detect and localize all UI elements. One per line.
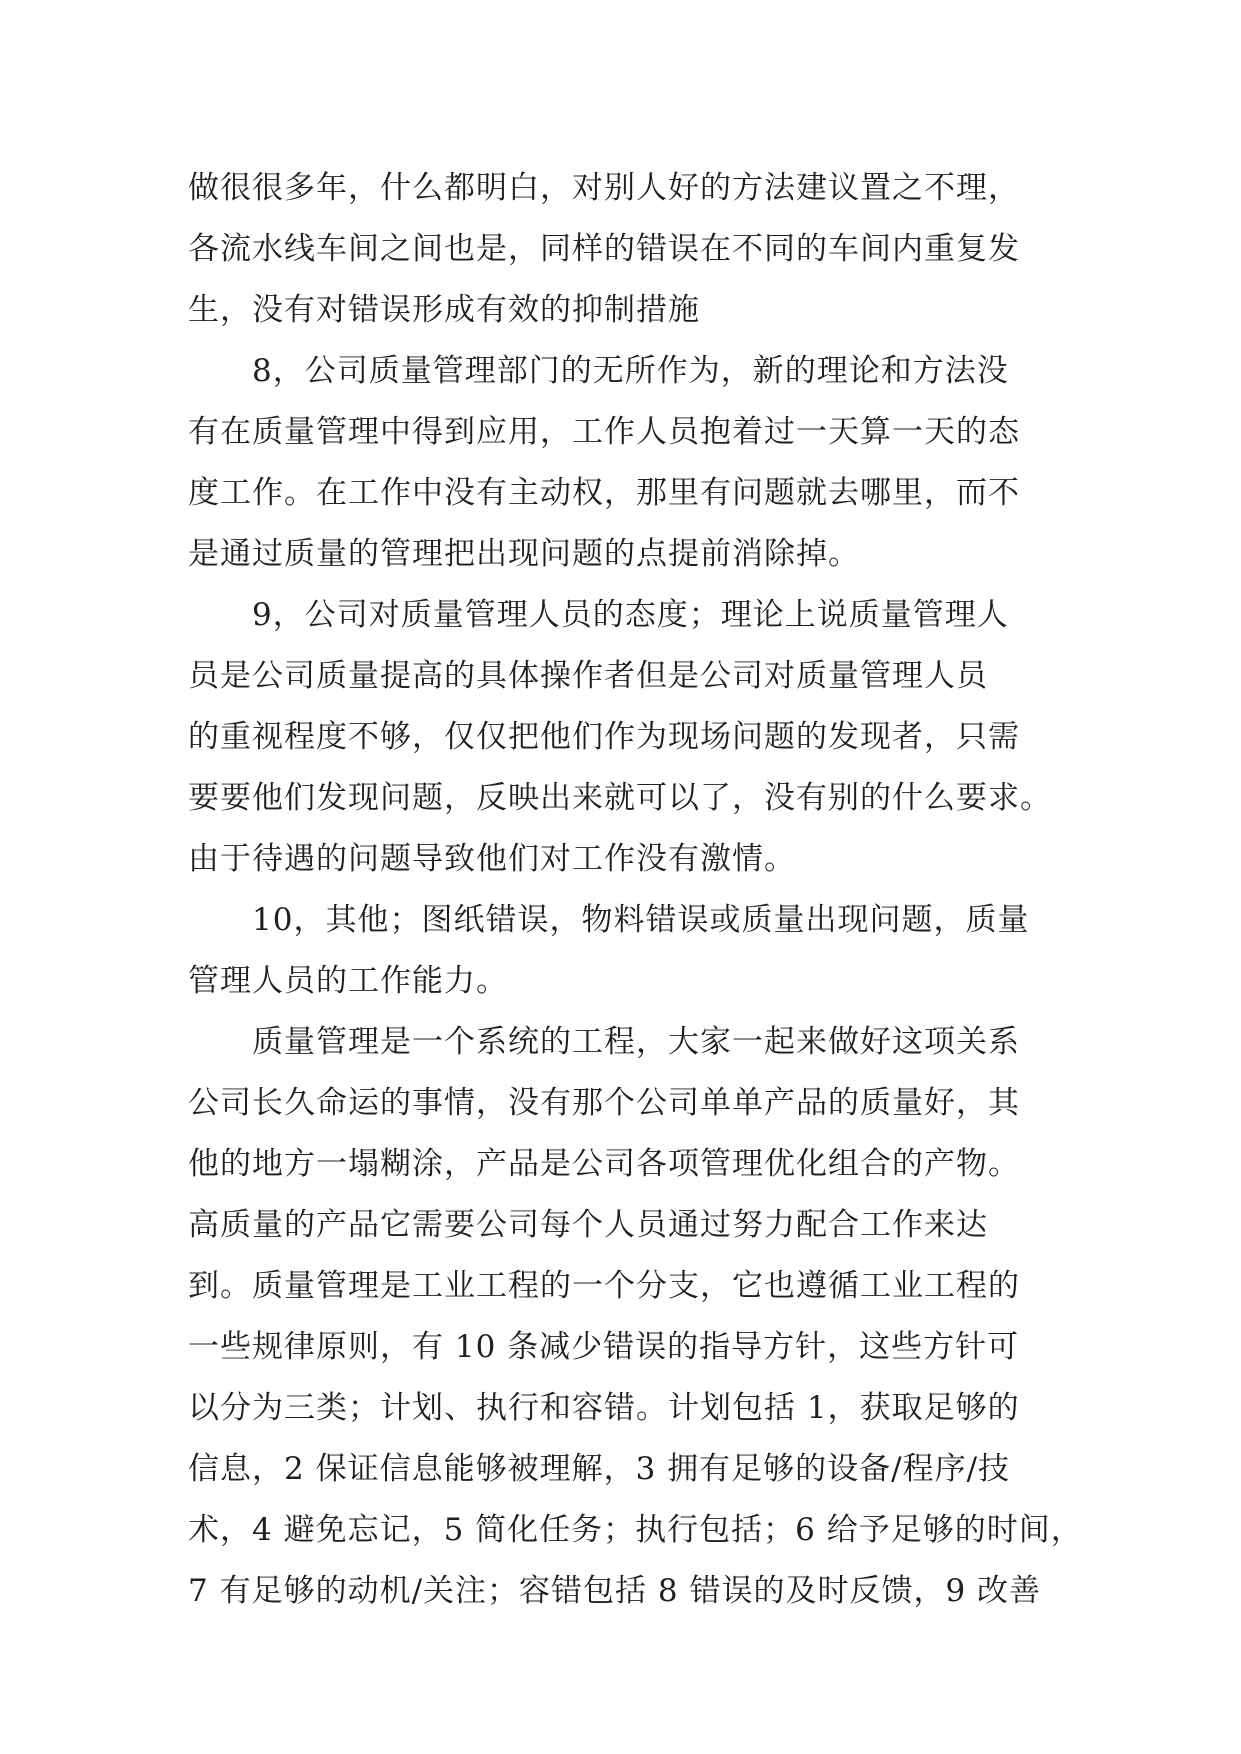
text-line: 度工作。在工作中没有主动权，那里有问题就去哪里，而不 <box>188 475 1020 511</box>
text-line: 是通过质量的管理把出现问题的点提前消除掉。 <box>188 536 860 572</box>
paragraph-start-line: 10，其他；图纸错误，物料错误或质量出现问题，质量 <box>252 902 1030 938</box>
text-line: 由于待遇的问题导致他们对工作没有激情。 <box>188 841 796 877</box>
document-body <box>188 158 1083 1622</box>
text-line: 员是公司质量提高的具体操作者但是公司对质量管理人员 <box>188 658 988 694</box>
paragraph-start-line: 质量管理是一个系统的工程，大家一起来做好这项关系 <box>252 1024 1020 1060</box>
text-line: 有在质量管理中得到应用，工作人员抱着过一天算一天的态 <box>188 414 1020 450</box>
text-line: 公司长久命运的事情，没有那个公司单单产品的质量好，其 <box>188 1085 1020 1121</box>
paragraph-start-line: 8，公司质量管理部门的无所作为，新的理论和方法没 <box>252 353 1009 389</box>
text-line: 他的地方一塌糊涂，产品是公司各项管理优化组合的产物。 <box>188 1146 1020 1182</box>
text-line: 各流水线车间之间也是，同样的错误在不同的车间内重复发 <box>188 231 1020 267</box>
text-line: 7 有足够的动机/关注；容错包括 8 错误的及时反馈，9 改善 <box>188 1573 1042 1609</box>
paragraph-start-line: 9，公司对质量管理人员的态度；理论上说质量管理人 <box>252 597 1009 633</box>
text-line: 管理人员的工作能力。 <box>188 963 508 999</box>
text-line: 一些规律原则，有 10 条减少错误的指导方针，这些方针可 <box>188 1329 1020 1365</box>
text-line: 以分为三类；计划、执行和容错。计划包括 1，获取足够的 <box>188 1390 1020 1426</box>
text-line: 到。质量管理是工业工程的一个分支，它也遵循工业工程的 <box>188 1268 1020 1304</box>
text-line: 要要他们发现问题，反映出来就可以了，没有别的什么要求。 <box>188 780 1052 816</box>
text-line: 信息，2 保证信息能够被理解，3 拥有足够的设备/程序/技 <box>188 1451 1011 1487</box>
text-line: 术，4 避免忘记，5 简化任务；执行包括；6 给予足够的时间， <box>188 1512 1083 1548</box>
text-line: 生，没有对错误形成有效的抑制措施 <box>188 292 700 328</box>
text-line: 高质量的产品它需要公司每个人员通过努力配合工作来达 <box>188 1207 988 1243</box>
text-line: 做很很多年，什么都明白，对别人好的方法建议置之不理， <box>188 170 1020 206</box>
text-line: 的重视程度不够，仅仅把他们作为现场问题的发现者，只需 <box>188 719 1020 755</box>
